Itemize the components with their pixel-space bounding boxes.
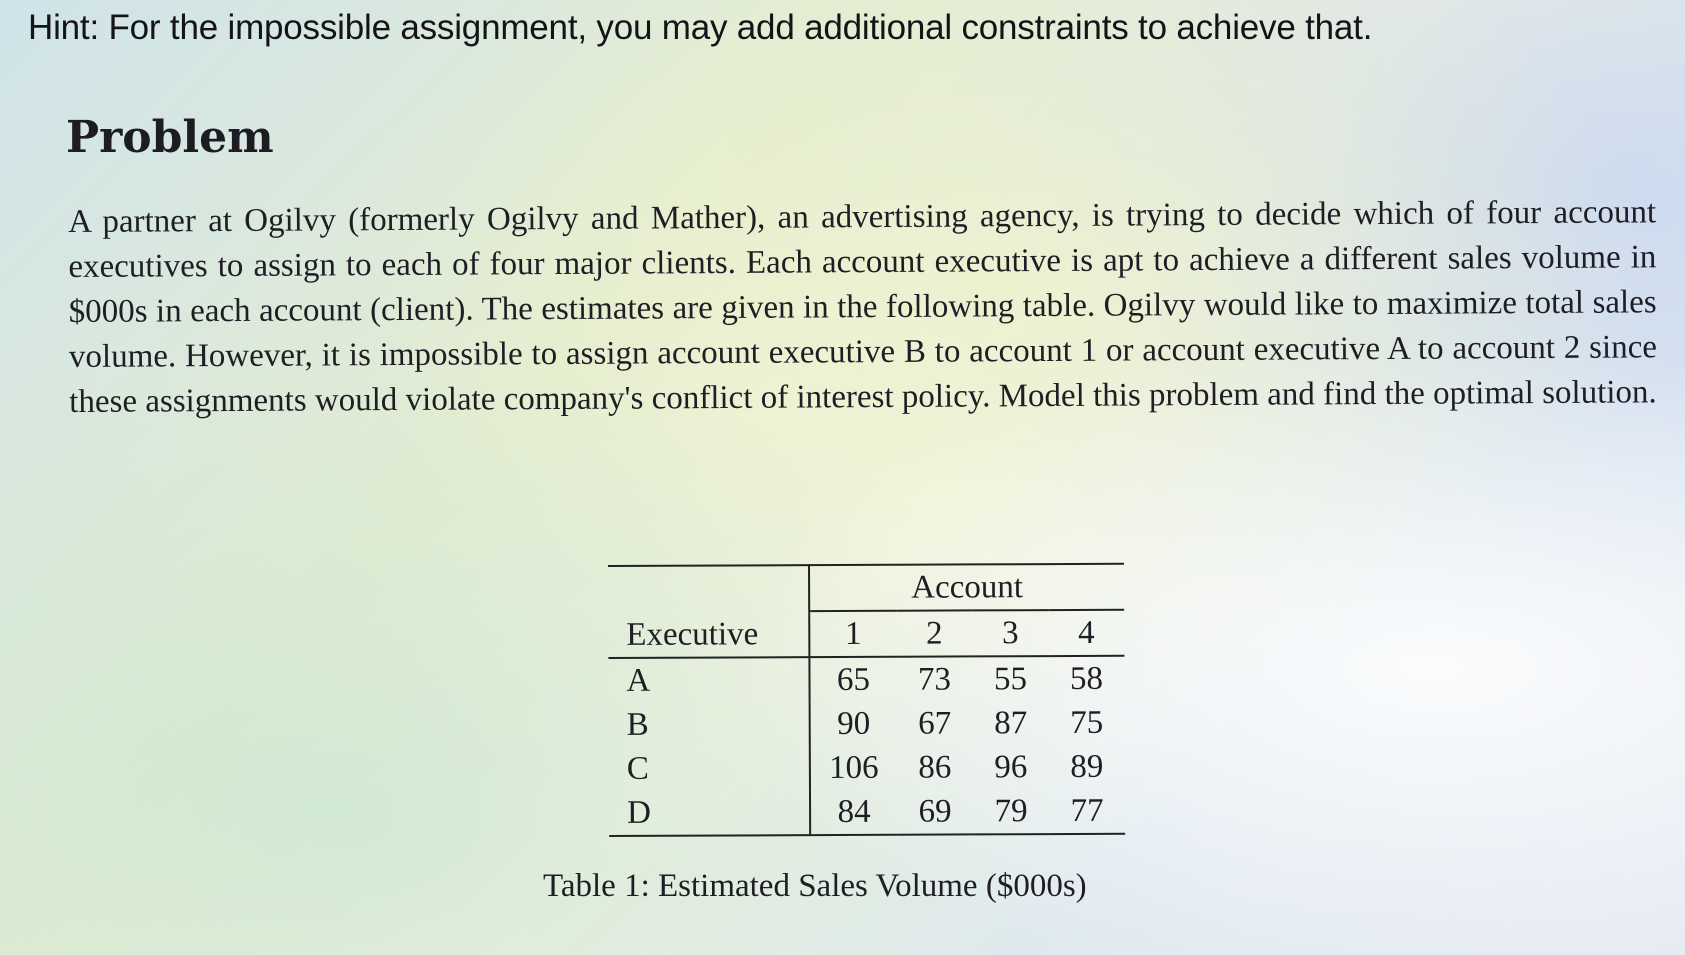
- account-group-header: Account: [809, 564, 1124, 611]
- executive-label: D: [609, 790, 810, 836]
- executive-column-header: Executive: [608, 611, 809, 658]
- sales-value-cell: 77: [1049, 789, 1125, 834]
- problem-paragraph: A partner at Ogilvy (formerly Ogilvy and Mather), an advertising agency, is trying to decide which of four account executives to assign to each of four major clients. Each account executive is apt to achieve a different sales volume in $000s in each account (client). The estimates are given in the following table. Ogilvy would like to maximize total sales volume. However, it is impossible to assign account executive B to account 1 or account executive A to account 2 since these assignments would violate company's conflict of interest policy. Model this problem and find the optimal solution.: [68, 194, 1658, 420]
- account-column-header: 2: [896, 610, 972, 656]
- sales-value-cell: 65: [836, 661, 871, 699]
- sales-value-cell: 79: [973, 789, 1049, 834]
- sales-value-cell: 73: [917, 661, 952, 698]
- table-row: [609, 701, 1125, 747]
- sales-value-cell: 84: [810, 790, 897, 835]
- executive-label: C: [609, 746, 810, 791]
- sales-value-cell: 89: [1070, 748, 1104, 785]
- sales-value-cell: 87: [994, 705, 1028, 742]
- executive-label: A: [608, 657, 809, 703]
- sales-value-cell: 86: [918, 749, 952, 786]
- section-heading: Problem: [66, 112, 274, 163]
- table-caption: Table 1: Estimated Sales Volume ($000s): [543, 868, 1087, 904]
- table-row: [609, 745, 1125, 791]
- table-corner-cell: [608, 565, 809, 612]
- sales-value-cell: 96: [994, 749, 1028, 786]
- sales-value-cell: 106: [829, 749, 879, 787]
- executive-label: B: [609, 702, 810, 747]
- sales-table-container: [608, 563, 1125, 837]
- sales-value-cell: 67: [918, 705, 952, 742]
- account-column-header: 1: [809, 611, 896, 657]
- account-column-header: 4: [1048, 610, 1124, 656]
- sales-value-cell: 55: [993, 661, 1028, 698]
- table-row: [608, 656, 1124, 703]
- account-column-header: 3: [972, 610, 1048, 656]
- sales-value-cell: 69: [897, 789, 973, 834]
- table-row: [609, 789, 1125, 836]
- hint-text: Hint: For the impossible assignment, you may add additional constraints to achieve that.: [28, 8, 1373, 47]
- sales-value-cell: 90: [837, 705, 871, 743]
- sales-volume-table: [608, 563, 1125, 837]
- sales-value-cell: 58: [1069, 660, 1104, 697]
- sales-value-cell: 75: [1070, 704, 1104, 741]
